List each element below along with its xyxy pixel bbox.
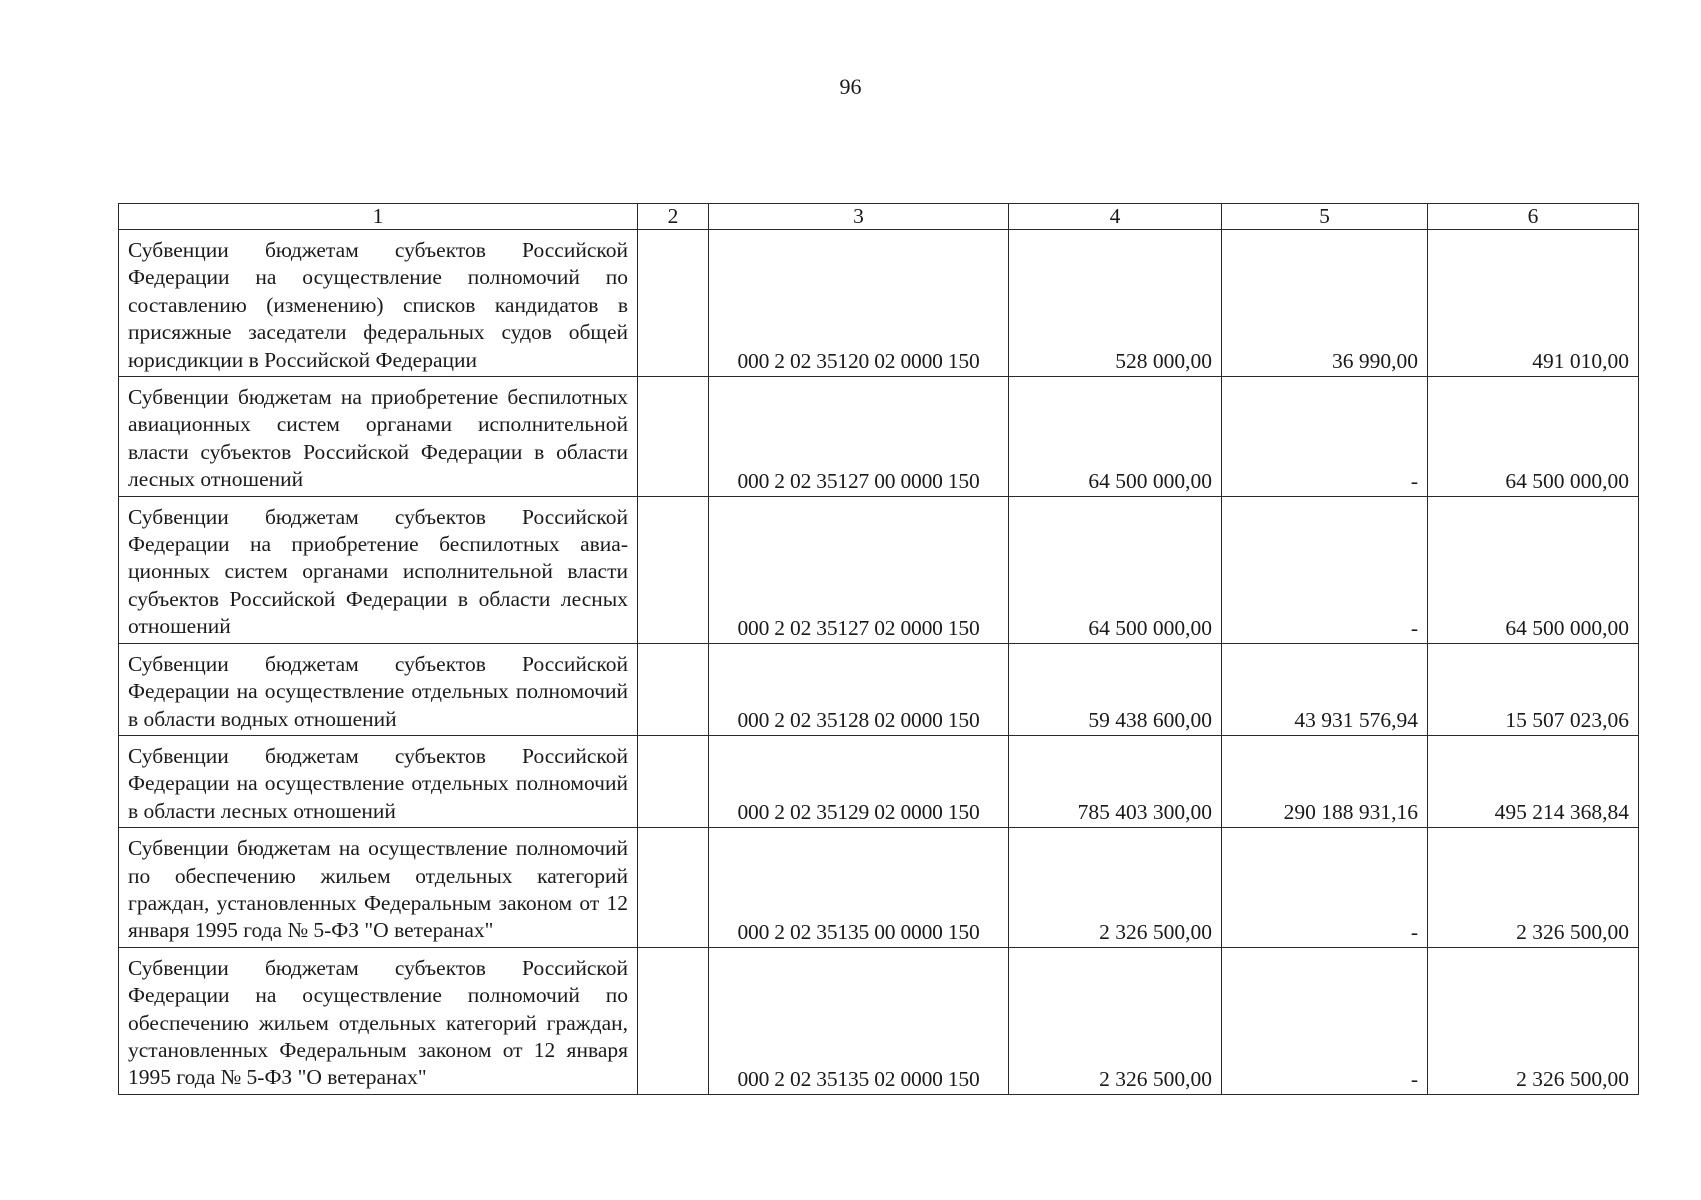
budget-table	[118, 203, 1639, 1095]
row-col6-cell: 491 010,00	[1428, 230, 1639, 377]
row-col2-cell	[638, 496, 709, 643]
column-header: 3	[709, 204, 1009, 230]
row-col5-cell: -	[1222, 828, 1428, 948]
page-number: 96	[839, 74, 862, 99]
table-row	[119, 828, 1639, 948]
row-col5-cell: -	[1222, 496, 1428, 643]
row-col5-cell: -	[1222, 377, 1428, 497]
column-header: 1	[119, 204, 638, 230]
row-col2-cell	[638, 230, 709, 377]
row-col6-cell: 2 326 500,00	[1428, 947, 1639, 1094]
row-col2-cell	[638, 828, 709, 948]
row-col4-cell: 2 326 500,00	[1009, 947, 1222, 1094]
row-col4-cell: 2 326 500,00	[1009, 828, 1222, 948]
row-col2-cell	[638, 735, 709, 827]
row-col4-cell: 528 000,00	[1009, 230, 1222, 377]
row-name-cell: Субвенции бюджетам субъектов Российской Федерации на осуществление полномочий по составлению (изменению) списков кандидатов в присяжные заседатели федеральных судов общей юрисдикции в Российской Федерации	[119, 230, 638, 377]
row-col2-cell	[638, 643, 709, 735]
row-code-cell: 000 2 02 35129 02 0000 150	[709, 735, 1009, 827]
table-row	[119, 230, 1639, 377]
row-code-cell: 000 2 02 35120 02 0000 150	[709, 230, 1009, 377]
row-code-cell: 000 2 02 35128 02 0000 150	[709, 643, 1009, 735]
row-col2-cell	[638, 947, 709, 1094]
row-col6-cell: 15 507 023,06	[1428, 643, 1639, 735]
row-name-cell: Субвенции бюджетам субъектов Российской Федерации на осуществление полномочий по обеспечению жильем отдельных категорий граждан, установленных Федеральным законом от 12 января 1995 года № 5-ФЗ "О ветеранах"	[119, 947, 638, 1094]
column-header: 6	[1428, 204, 1639, 230]
row-name-cell: Субвенции бюджетам субъектов Российской Федерации на осуществление отдельных полномочий в области лесных отношений	[119, 735, 638, 827]
row-name-cell: Субвенции бюджетам субъектов Российской Федерации на приобретение беспилотных авиационных систем органами исполнительной власти субъектов Российской Федерации в области лесных отношений	[119, 496, 638, 643]
row-code-cell: 000 2 02 35127 00 0000 150	[709, 377, 1009, 497]
row-col5-cell: 290 188 931,16	[1222, 735, 1428, 827]
row-col4-cell: 59 438 600,00	[1009, 643, 1222, 735]
row-col5-cell: 43 931 576,94	[1222, 643, 1428, 735]
row-col6-cell: 2 326 500,00	[1428, 828, 1639, 948]
row-col6-cell: 64 500 000,00	[1428, 377, 1639, 497]
row-col5-cell: -	[1222, 947, 1428, 1094]
column-header: 2	[638, 204, 709, 230]
row-name-cell: Субвенции бюджетам на приобретение беспилотных авиационных систем органами исполнительной власти субъектов Российской Федерации в области лесных отношений	[119, 377, 638, 497]
table-row	[119, 377, 1639, 497]
row-col2-cell	[638, 377, 709, 497]
table-header-row	[119, 204, 1639, 230]
table-row	[119, 947, 1639, 1094]
row-code-cell: 000 2 02 35135 02 0000 150	[709, 947, 1009, 1094]
table-row	[119, 643, 1639, 735]
row-col4-cell: 64 500 000,00	[1009, 496, 1222, 643]
column-header: 5	[1222, 204, 1428, 230]
column-header: 4	[1009, 204, 1222, 230]
row-code-cell: 000 2 02 35127 02 0000 150	[709, 496, 1009, 643]
row-name-cell: Субвенции бюджетам на осуществление полномочий по обеспечению жильем отдельных категорий граждан, установленных Федеральным законом от 12 января 1995 года № 5-ФЗ "О ветеранах"	[119, 828, 638, 948]
row-col5-cell: 36 990,00	[1222, 230, 1428, 377]
table-row	[119, 735, 1639, 827]
row-col6-cell: 495 214 368,84	[1428, 735, 1639, 827]
row-col4-cell: 64 500 000,00	[1009, 377, 1222, 497]
row-col6-cell: 64 500 000,00	[1428, 496, 1639, 643]
row-code-cell: 000 2 02 35135 00 0000 150	[709, 828, 1009, 948]
row-name-cell: Субвенции бюджетам субъектов Российской Федерации на осуществление отдельных полномочий в области водных отношений	[119, 643, 638, 735]
table-row	[119, 496, 1639, 643]
row-col4-cell: 785 403 300,00	[1009, 735, 1222, 827]
